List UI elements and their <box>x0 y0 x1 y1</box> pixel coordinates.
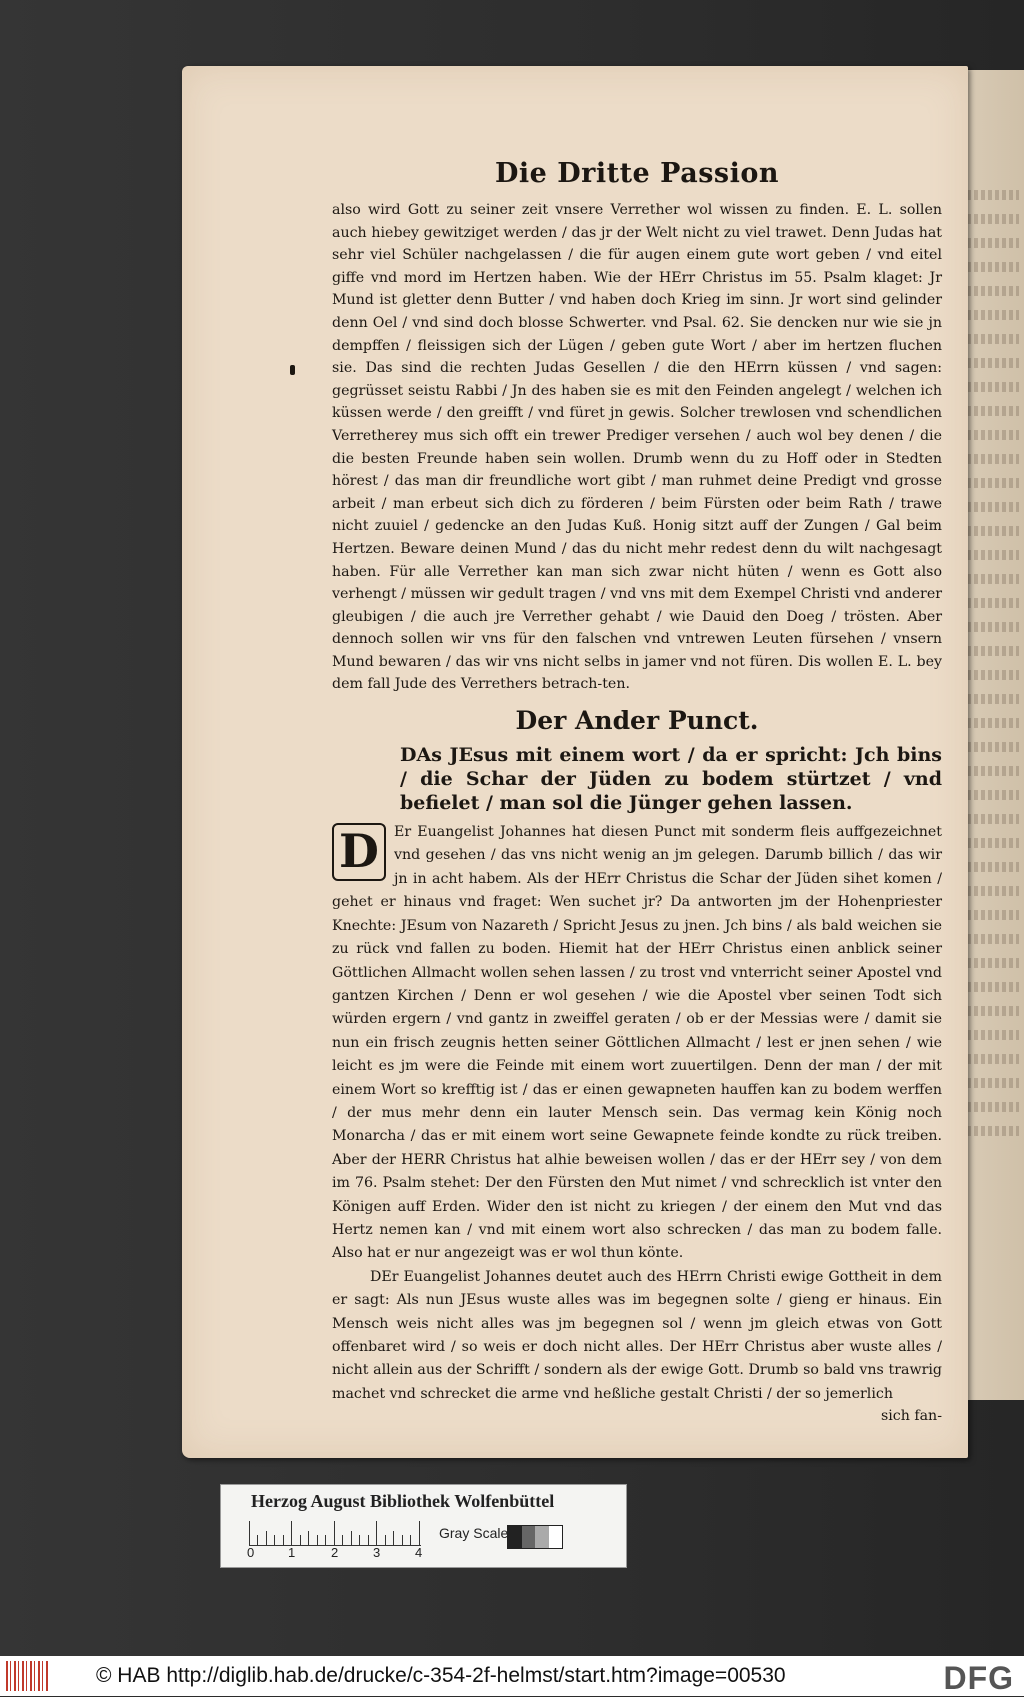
ruler-number-1: 1 <box>288 1545 296 1560</box>
gray-scale-swatch <box>507 1525 563 1549</box>
margin-ink-mark <box>290 365 295 375</box>
section-title: Der Ander Punct. <box>515 706 759 736</box>
dfg-logo: DFG <box>943 1660 1014 1696</box>
section-summary: DAs JEsus mit einem wort / da er spricht: Jch bins / die Schar der Jüden zu bodem stürtzet / vnd befielet / man sol die Jünger gehen lassen. <box>400 744 942 815</box>
ruler-number-4: 4 <box>415 1545 423 1560</box>
running-title: Die Dritte Passion <box>494 158 780 189</box>
book-page <box>182 66 968 1458</box>
scale-ruler <box>249 1521 421 1546</box>
paragraph-2: Er Euangelist Johannes hat diesen Punct mit sonderm fleis auffgezeichnet vnd gesehen / das vns nicht wenig an jm gelegen. Darumb billich / das wir jn in acht habem. Als der HErr Christus die Schar der Jüden sihet komen / gehet er hinaus vnd fraget: Wen suchet jr? Da antworten jm der Hohenpriester Knechte: JEsum von Nazareth / Spricht Jesus zu jnen. Jch bins / als bald weichen sie zu rück vnd fallen zu boden. Hiemit hat der HErr Christus einen anblick seiner Göttlichen Allmacht wollen sehen lassen / zu trost vnd vnterricht seiner Apostel vnd gantzen Kirchen / Denn er wol gesehen / wie die Apostel vber seinen Todt sich würden ergern / vnd gantz in zweiffel geraten / ob er der Messias were / damit sie nun ein frisch zeugnis hetten seiner Göttlichen Allmacht / lest er jnen sehen / wie leicht es jm were die Feinde mit einem wort zuuertilgen. Denn der man / der mit einem Wort so krefftig ist / das er einen gewapneten hauffen kan zu bodem werffen / der mus mehr denn ein lauter Mensch sein. Das vermag kein König noch Monarcha / das er mit einem wort seine Gewapnete feinde kondte zu rück treiben. Aber der HERR Christus hat alhie beweisen wollen / das er der HErr sey / von dem im 76. Psalm stehet: Der den Fürsten den Mut nimet / vnd schrecklich ist vnter den Königen auff Erden. Wider den ist nicht zu kriegen / der einem den Mut vnd das Hertz nemen kan / vnd mit einem wort also schrecken / das man zu bodem falle. Also hat er nur angezeigt was er wol thun könte. <box>332 824 942 1262</box>
ruler-number-2: 2 <box>331 1545 339 1560</box>
paragraph-2-block <box>332 821 942 1266</box>
adjacent-page-edge <box>960 70 1024 1400</box>
dropcap-initial: D <box>332 823 386 881</box>
library-name: Herzog August Bibliothek Wolfenbüttel <box>251 1491 555 1511</box>
footer-bar <box>0 1656 1024 1696</box>
copyright-url[interactable]: © HAB http://diglib.hab.de/drucke/c-354-2f-helmst/start.htm?image=00530 <box>96 1664 786 1687</box>
library-label-card <box>220 1484 627 1568</box>
barcode-icon <box>6 1661 50 1691</box>
paragraph-3: DEr Euangelist Johannes deutet auch des HErrn Christi ewige Gottheit in dem er sagt: Als nun JEsus wuste alles was im begegnen solte / gieng er hinaus. Ein Mensch weis nicht alles was jm begegnen sol / wenn jm gleich etwas von Gott offenbaret wird / so weis er doch nicht alles. Der HErr Christus aber wuste alles / nicht allein aus der Schrifft / sondern als der ewige Gott. Drumb so bald vns trawrig machet vnd schrecket die arme vnd heßliche gestalt Christi / der so jemerlich <box>332 1268 942 1402</box>
catchword: sich fan- <box>880 1408 942 1425</box>
paragraph-1: also wird Gott zu seiner zeit vnsere Verrether wol wissen zu finden. E. L. sollen auch hiebey gewitziget werden / das jr der Welt nicht zu viel trawet. Denn Judas hat sehr viel Schüler nachgelassen / die für augen einem gute wort geben / vnd eitel giffe vnd mord im Hertzen haben. Wie der HErr Christus im 55. Psalm klaget: Jr Mund ist gletter denn Butter / vnd haben doch Krieg im sinn. Jr wort sind gelinder denn Oel / vnd sind doch blosse Schwerter. vnd Psal. 62. Sie dencken nur wie sie jn dempffen / fleissigen sich der Lügen / geben gute Wort / aber im hertzen fluchen sie. Das sind die rechten Judas Gesellen / die den HErrn küssen / vnd sagen: gegrüsset seistu Rabbi / Jn des haben sie es mit den Feinden angelegt / welchen ich küssen werde / den greifft / vnd füret jn gewis. Solcher trewlosen vnd schendlichen Verretherey mus sich offt ein trewer Prediger versehen / auch wol bey denen / die die besten Freunde haben sein wollen. Drumb wenn du zu Hoff oder in Stedten hörest / das man dir freundliche wort gibt / man ruhmet deine Predigt vnd grosse arbeit / man erbeut sich dich zu förderen / beim Fürsten oder beim Rath / trawe nicht zuuiel / gedencke an den Judas Kuß. Honig sitzt auff der Zungen / Gal beim Hertzen. Beware deinen Mund / das du nicht mehr redest denn du wilt nachgesagt haben. Für alle Verrether kan man sich zwar nicht hüten / wenn es Gott also verhengt / müssen wir gedult tragen / vnd vns mit dem Exempel Christi vnd anderer gleubigen / die auch jre Verrether gehabt / wie Dauid den Doeg / trösten. Aber dennoch sollen wir vns für den falschen vnd vntrewen Leuten fürsehen / vnsern Mund bewaren / das wir vns nicht selbs in jamer vnd not füren. Dis wollen E. L. bey dem fall Jude des Verrethers betrach-ten. <box>332 202 942 693</box>
ruler-number-0: 0 <box>247 1545 255 1560</box>
ruler-number-3: 3 <box>373 1545 381 1560</box>
page-text-block <box>332 158 942 1424</box>
adjacent-page-text-lines <box>967 190 1019 1150</box>
gray-scale-label: Gray Scale <box>439 1525 509 1541</box>
